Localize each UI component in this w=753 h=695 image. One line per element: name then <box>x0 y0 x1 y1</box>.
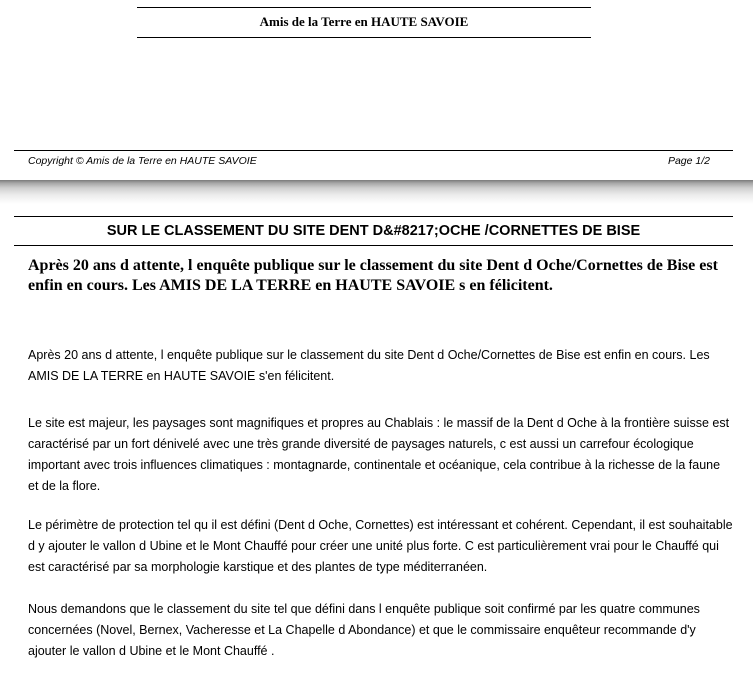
footer-rule <box>14 150 733 151</box>
footer-copyright: Copyright © Amis de la Terre en HAUTE SAVOIE <box>28 155 257 167</box>
header-top-rule <box>137 7 591 8</box>
article-paragraph-3: Le périmètre de protection tel qu il est défini (Dent d Oche, Cornettes) est intéressant et cohérent. Cependant, il est souhaitable d y ajouter le vallon d Ubine et le Mont Chauffé pour créer une unité plus forte. C est particulièrement vrai pour le Chauffé qui est caractérisé par sa morphologie karstique et des plantes de type méditerranéen. <box>28 518 733 574</box>
header-title: Amis de la Terre en HAUTE SAVOIE <box>259 14 469 29</box>
article-paragraph-2: Le site est majeur, les paysages sont magnifiques et propres au Chablais : le massif de la Dent d Oche à la frontière suisse est caractérisé par un fort dénivelé avec une très grande diversité de paysages naturels, c est aussi un carrefour écologique important avec trois influences climatiques : montagnarde, continentale et océanique, cela contribue à la richesse de la faune et de la flore. <box>28 416 730 493</box>
article-paragraph-1: Après 20 ans d attente, l enquête publique sur le classement du site Dent d Oche/Cornettes de Bise est enfin en cours. Les AMIS DE LA TERRE en HAUTE SAVOIE s'en félicitent. <box>28 348 710 383</box>
footer-page-number: Page 1/2 <box>667 155 710 167</box>
article-lead: Après 20 ans d attente, l enquête publique sur le classement du site Dent d Oche/Cornettes de Bise est enfin en cours. Les AMIS DE LA TERRE en HAUTE SAVOIE s en félicitent. <box>28 257 718 294</box>
header-bottom-rule <box>137 37 591 38</box>
page-separator <box>0 180 753 204</box>
article-paragraph-4: Nous demandons que le classement du site tel que défini dans l enquête publique soit confirmé par les quatre communes concernées (Novel, Bernex, Vacheresse et La Chapelle d Abondance) et que le commissaire enquêteur recommande d'y ajouter le vallon d Ubine et le Mont Chauffé . <box>28 602 700 658</box>
article-title: SUR LE CLASSEMENT DU SITE DENT D&#8217;OCHE /CORNETTES DE BISE <box>106 223 641 239</box>
